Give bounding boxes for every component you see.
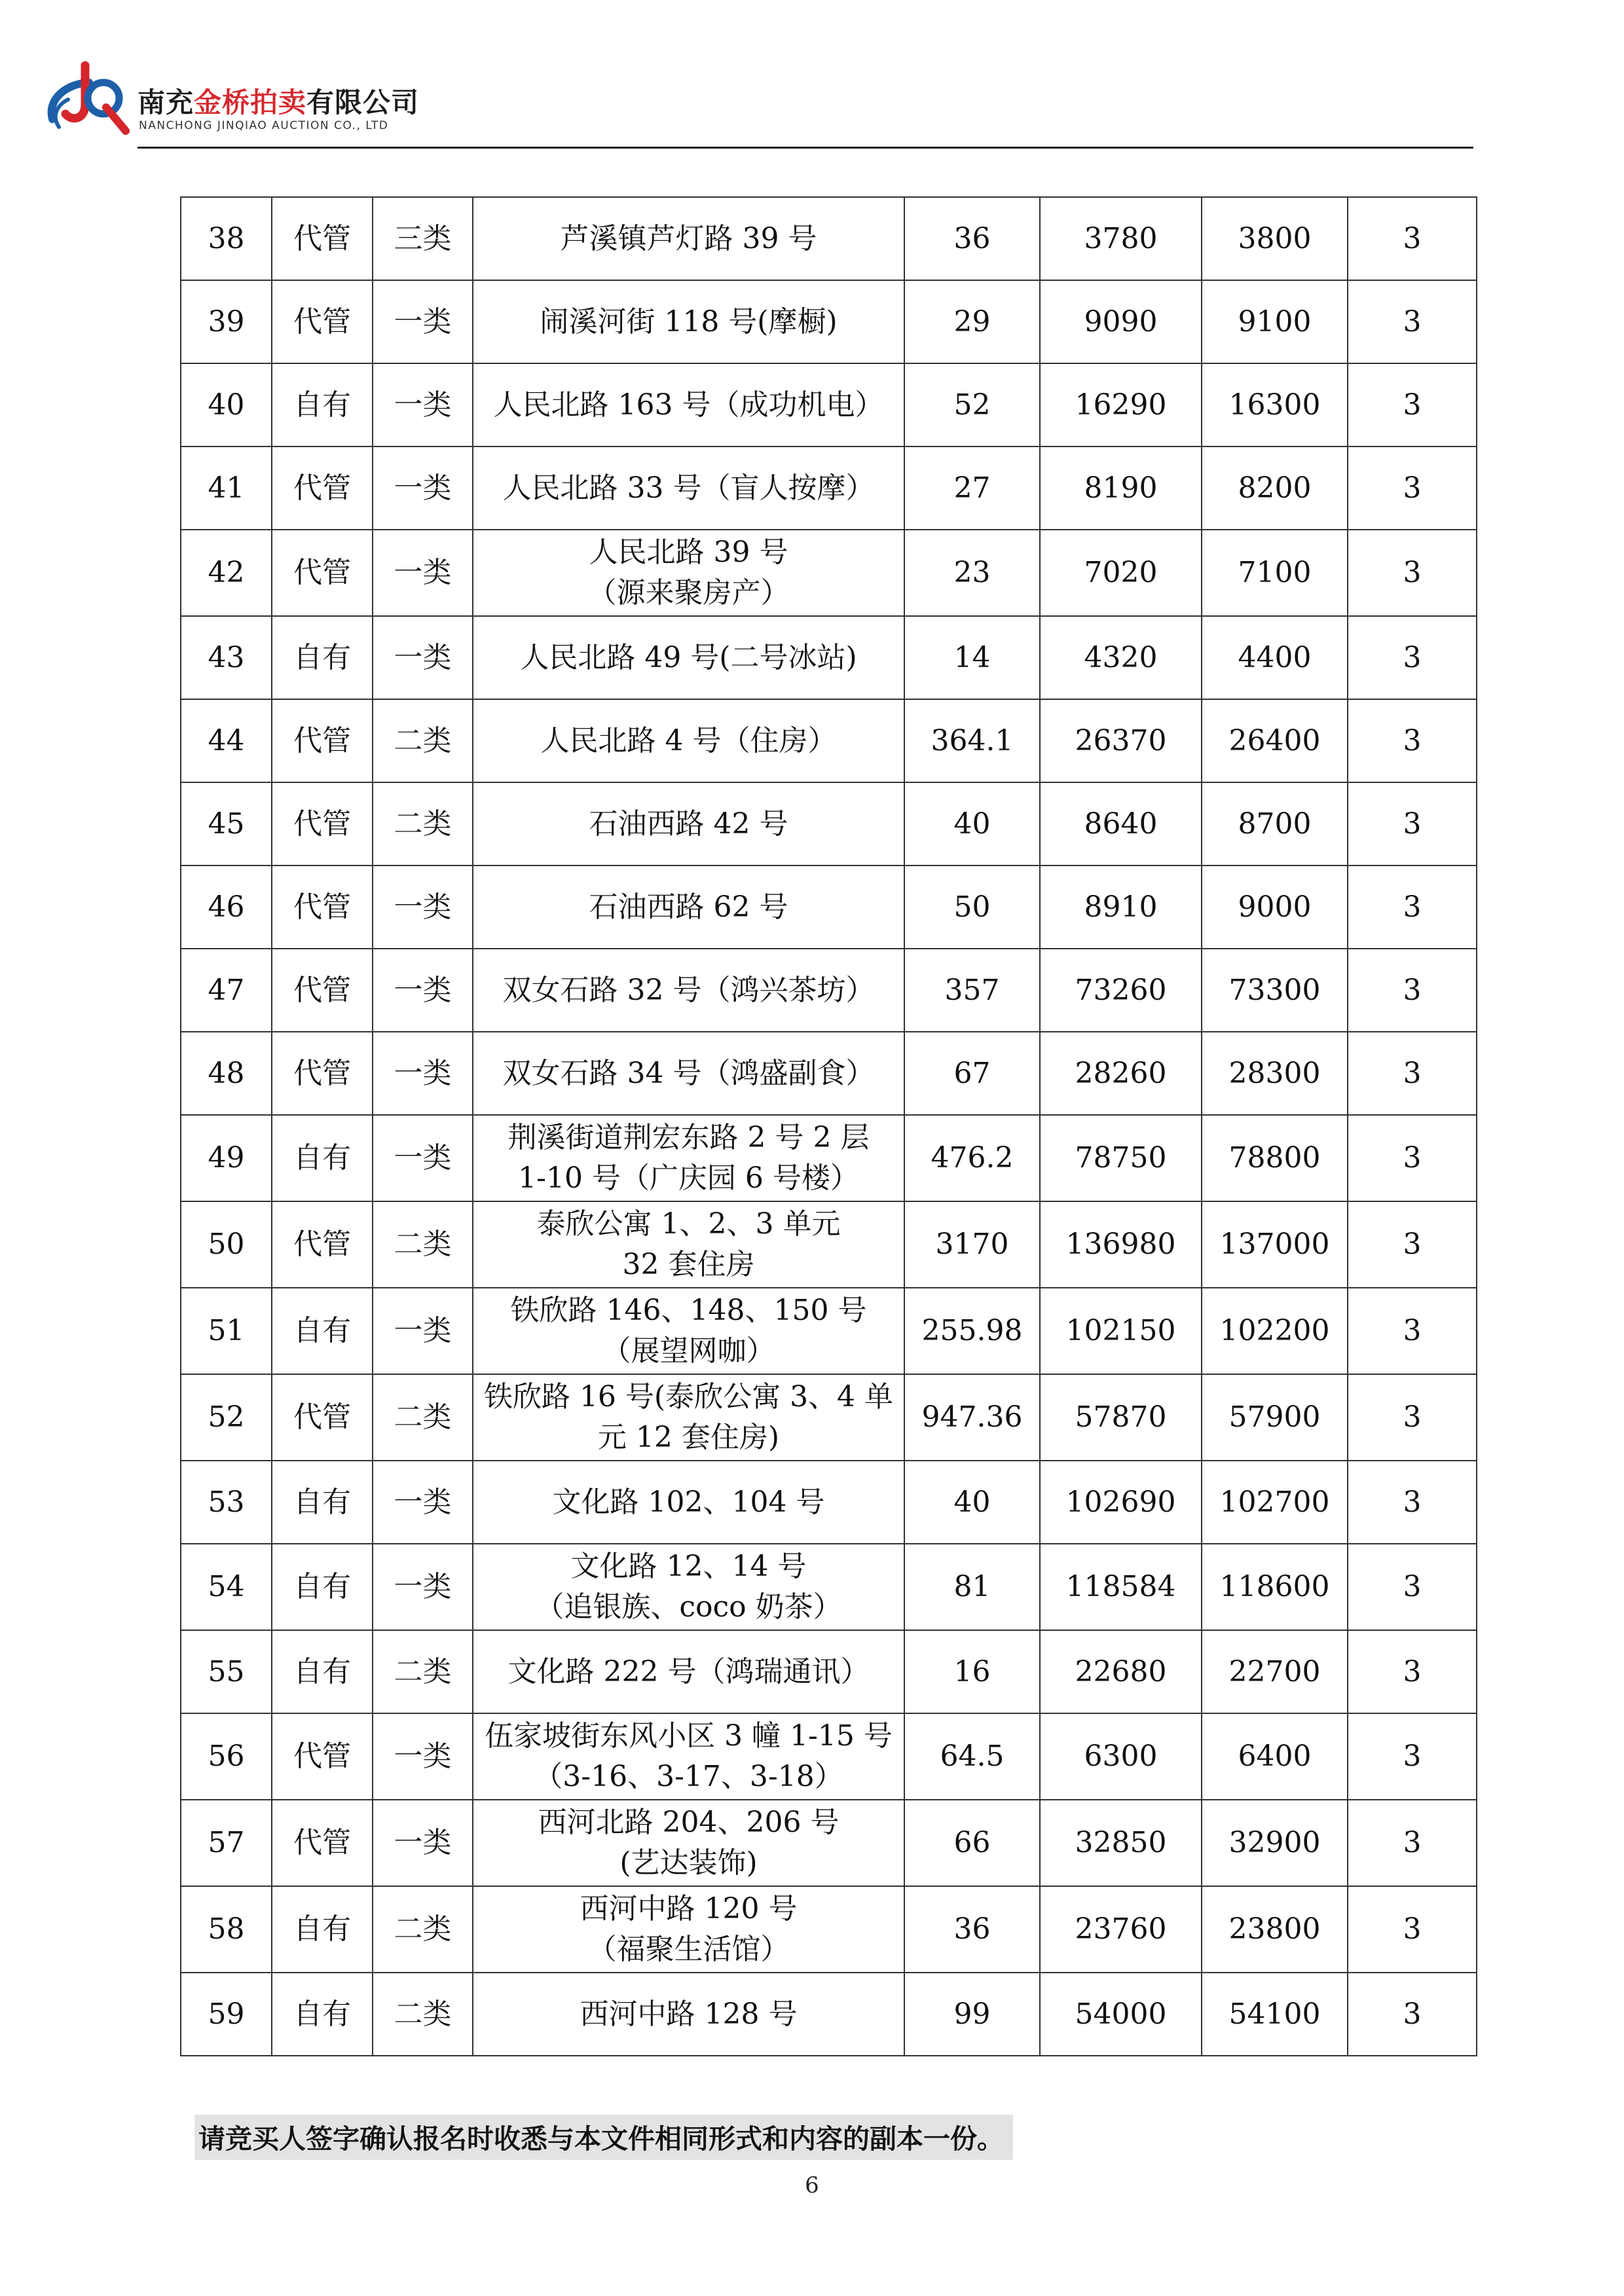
area-cell: 81 bbox=[904, 1544, 1040, 1630]
lot-number-cell: 50 bbox=[181, 1201, 272, 1288]
address-cell: 铁欣路 16 号(泰欣公寓 3、4 单 元 12 套住房) bbox=[473, 1374, 904, 1461]
category-cell: 二类 bbox=[373, 1886, 473, 1973]
area-cell: 36 bbox=[904, 197, 1040, 280]
lot-number-cell: 55 bbox=[181, 1630, 272, 1713]
price-cell: 28260 bbox=[1040, 1032, 1202, 1115]
page-header bbox=[46, 59, 1428, 151]
ownership-cell: 代管 bbox=[272, 446, 373, 530]
area-cell: 27 bbox=[904, 446, 1040, 530]
ownership-cell: 代管 bbox=[272, 197, 373, 280]
price-cell: 32850 bbox=[1040, 1800, 1202, 1886]
table-row bbox=[181, 1973, 1477, 2056]
term-cell: 3 bbox=[1348, 197, 1477, 280]
term-cell: 3 bbox=[1348, 616, 1477, 699]
price-cell: 8190 bbox=[1040, 446, 1202, 530]
table-row bbox=[181, 1630, 1477, 1713]
category-cell: 二类 bbox=[373, 1973, 473, 2056]
table-row bbox=[181, 1374, 1477, 1461]
price-cell: 26370 bbox=[1040, 699, 1202, 782]
price-cell: 16290 bbox=[1040, 363, 1202, 446]
price-cell: 23760 bbox=[1040, 1886, 1202, 1973]
ownership-cell: 代管 bbox=[272, 1713, 373, 1800]
term-cell: 3 bbox=[1348, 280, 1477, 363]
address-cell: 石油西路 42 号 bbox=[473, 782, 904, 866]
company-name-cn: 南充金桥拍卖有限公司 bbox=[138, 86, 420, 118]
ownership-cell: 代管 bbox=[272, 782, 373, 866]
term-cell: 3 bbox=[1348, 1713, 1477, 1800]
term-cell: 3 bbox=[1348, 363, 1477, 446]
category-cell: 一类 bbox=[373, 446, 473, 530]
auction-lot-table bbox=[180, 196, 1477, 2056]
table-row bbox=[181, 1713, 1477, 1800]
price-cell: 8910 bbox=[1040, 866, 1202, 949]
table-row bbox=[181, 616, 1477, 699]
table-row bbox=[181, 1115, 1477, 1201]
ownership-cell: 自有 bbox=[272, 1288, 373, 1374]
ownership-cell: 代管 bbox=[272, 1032, 373, 1115]
category-cell: 一类 bbox=[373, 949, 473, 1032]
term-cell: 3 bbox=[1348, 1115, 1477, 1201]
lot-number-cell: 59 bbox=[181, 1973, 272, 2056]
term-cell: 3 bbox=[1348, 1886, 1477, 1973]
address-cell: 人民北路 39 号 （源来聚房产） bbox=[473, 530, 904, 616]
jq-logo-icon bbox=[46, 59, 138, 144]
ownership-cell: 代管 bbox=[272, 949, 373, 1032]
term-cell: 3 bbox=[1348, 446, 1477, 530]
address-cell: 人民北路 163 号（成功机电） bbox=[473, 363, 904, 446]
term-cell: 3 bbox=[1348, 1288, 1477, 1374]
start-price-cell: 57900 bbox=[1202, 1374, 1348, 1461]
ownership-cell: 代管 bbox=[272, 530, 373, 616]
start-price-cell: 9000 bbox=[1202, 866, 1348, 949]
address-cell: 文化路 222 号（鸿瑞通讯） bbox=[473, 1630, 904, 1713]
term-cell: 3 bbox=[1348, 1630, 1477, 1713]
table-row bbox=[181, 949, 1477, 1032]
table-body bbox=[181, 197, 1477, 2056]
area-cell: 3170 bbox=[904, 1201, 1040, 1288]
ownership-cell: 自有 bbox=[272, 1461, 373, 1544]
ownership-cell: 代管 bbox=[272, 866, 373, 949]
table-row bbox=[181, 446, 1477, 530]
start-price-cell: 26400 bbox=[1202, 699, 1348, 782]
start-price-cell: 23800 bbox=[1202, 1886, 1348, 1973]
table-row bbox=[181, 1800, 1477, 1886]
start-price-cell: 32900 bbox=[1202, 1800, 1348, 1886]
term-cell: 3 bbox=[1348, 1374, 1477, 1461]
start-price-cell: 118600 bbox=[1202, 1544, 1348, 1630]
price-cell: 3780 bbox=[1040, 197, 1202, 280]
price-cell: 4320 bbox=[1040, 616, 1202, 699]
area-cell: 947.36 bbox=[904, 1374, 1040, 1461]
term-cell: 3 bbox=[1348, 782, 1477, 866]
table-row bbox=[181, 1886, 1477, 1973]
category-cell: 一类 bbox=[373, 280, 473, 363]
term-cell: 3 bbox=[1348, 1800, 1477, 1886]
area-cell: 14 bbox=[904, 616, 1040, 699]
ownership-cell: 自有 bbox=[272, 363, 373, 446]
area-cell: 364.1 bbox=[904, 699, 1040, 782]
category-cell: 一类 bbox=[373, 1544, 473, 1630]
start-price-cell: 102700 bbox=[1202, 1461, 1348, 1544]
ownership-cell: 自有 bbox=[272, 1973, 373, 2056]
price-cell: 102150 bbox=[1040, 1288, 1202, 1374]
ownership-cell: 自有 bbox=[272, 1544, 373, 1630]
start-price-cell: 102200 bbox=[1202, 1288, 1348, 1374]
start-price-cell: 7100 bbox=[1202, 530, 1348, 616]
term-cell: 3 bbox=[1348, 866, 1477, 949]
address-cell: 闹溪河街 118 号(摩橱) bbox=[473, 280, 904, 363]
table-row bbox=[181, 782, 1477, 866]
start-price-cell: 8200 bbox=[1202, 446, 1348, 530]
term-cell: 3 bbox=[1348, 1201, 1477, 1288]
start-price-cell: 4400 bbox=[1202, 616, 1348, 699]
start-price-cell: 9100 bbox=[1202, 280, 1348, 363]
price-cell: 9090 bbox=[1040, 280, 1202, 363]
table-row bbox=[181, 699, 1477, 782]
lot-number-cell: 57 bbox=[181, 1800, 272, 1886]
category-cell: 一类 bbox=[373, 616, 473, 699]
term-cell: 3 bbox=[1348, 699, 1477, 782]
area-cell: 52 bbox=[904, 363, 1040, 446]
price-cell: 22680 bbox=[1040, 1630, 1202, 1713]
price-cell: 73260 bbox=[1040, 949, 1202, 1032]
table-row bbox=[181, 866, 1477, 949]
lot-number-cell: 52 bbox=[181, 1374, 272, 1461]
category-cell: 二类 bbox=[373, 699, 473, 782]
table-row bbox=[181, 363, 1477, 446]
lot-number-cell: 46 bbox=[181, 866, 272, 949]
table-row bbox=[181, 197, 1477, 280]
category-cell: 一类 bbox=[373, 1800, 473, 1886]
category-cell: 一类 bbox=[373, 1713, 473, 1800]
ownership-cell: 自有 bbox=[272, 1630, 373, 1713]
lot-number-cell: 41 bbox=[181, 446, 272, 530]
start-price-cell: 54100 bbox=[1202, 1973, 1348, 2056]
start-price-cell: 16300 bbox=[1202, 363, 1348, 446]
category-cell: 一类 bbox=[373, 363, 473, 446]
category-cell: 一类 bbox=[373, 866, 473, 949]
address-cell: 西河中路 120 号 （福聚生活馆） bbox=[473, 1886, 904, 1973]
area-cell: 67 bbox=[904, 1032, 1040, 1115]
lot-number-cell: 53 bbox=[181, 1461, 272, 1544]
address-cell: 人民北路 4 号（住房） bbox=[473, 699, 904, 782]
term-cell: 3 bbox=[1348, 1461, 1477, 1544]
lot-number-cell: 42 bbox=[181, 530, 272, 616]
start-price-cell: 73300 bbox=[1202, 949, 1348, 1032]
lot-number-cell: 43 bbox=[181, 616, 272, 699]
category-cell: 一类 bbox=[373, 1032, 473, 1115]
area-cell: 36 bbox=[904, 1886, 1040, 1973]
start-price-cell: 22700 bbox=[1202, 1630, 1348, 1713]
area-cell: 99 bbox=[904, 1973, 1040, 2056]
address-cell: 荆溪街道荆宏东路 2 号 2 层 1-10 号（广庆园 6 号楼） bbox=[473, 1115, 904, 1201]
lot-number-cell: 45 bbox=[181, 782, 272, 866]
lot-number-cell: 38 bbox=[181, 197, 272, 280]
lot-number-cell: 54 bbox=[181, 1544, 272, 1630]
address-cell: 西河中路 128 号 bbox=[473, 1973, 904, 2056]
lot-number-cell: 40 bbox=[181, 363, 272, 446]
start-price-cell: 6400 bbox=[1202, 1713, 1348, 1800]
area-cell: 50 bbox=[904, 866, 1040, 949]
price-cell: 8640 bbox=[1040, 782, 1202, 866]
price-cell: 78750 bbox=[1040, 1115, 1202, 1201]
area-cell: 23 bbox=[904, 530, 1040, 616]
lot-number-cell: 39 bbox=[181, 280, 272, 363]
lot-number-cell: 49 bbox=[181, 1115, 272, 1201]
table-row bbox=[181, 1461, 1477, 1544]
address-cell: 双女石路 32 号（鸿兴茶坊） bbox=[473, 949, 904, 1032]
table-row bbox=[181, 1288, 1477, 1374]
price-cell: 136980 bbox=[1040, 1201, 1202, 1288]
lot-number-cell: 48 bbox=[181, 1032, 272, 1115]
ownership-cell: 代管 bbox=[272, 1201, 373, 1288]
ownership-cell: 代管 bbox=[272, 1374, 373, 1461]
header-divider bbox=[138, 147, 1473, 149]
table-row bbox=[181, 530, 1477, 616]
term-cell: 3 bbox=[1348, 1544, 1477, 1630]
address-cell: 石油西路 62 号 bbox=[473, 866, 904, 949]
category-cell: 一类 bbox=[373, 1461, 473, 1544]
table-row bbox=[181, 1201, 1477, 1288]
price-cell: 7020 bbox=[1040, 530, 1202, 616]
address-cell: 芦溪镇芦灯路 39 号 bbox=[473, 197, 904, 280]
category-cell: 二类 bbox=[373, 1374, 473, 1461]
page-number: 6 bbox=[805, 2172, 819, 2198]
lot-number-cell: 51 bbox=[181, 1288, 272, 1374]
start-price-cell: 28300 bbox=[1202, 1032, 1348, 1115]
address-cell: 伍家坡街东风小区 3 幢 1-15 号 （3-16、3-17、3-18） bbox=[473, 1713, 904, 1800]
price-cell: 118584 bbox=[1040, 1544, 1202, 1630]
address-cell: 铁欣路 146、148、150 号 （展望网咖） bbox=[473, 1288, 904, 1374]
area-cell: 40 bbox=[904, 782, 1040, 866]
category-cell: 一类 bbox=[373, 530, 473, 616]
area-cell: 255.98 bbox=[904, 1288, 1040, 1374]
address-cell: 西河北路 204、206 号 (艺达装饰) bbox=[473, 1800, 904, 1886]
lot-number-cell: 56 bbox=[181, 1713, 272, 1800]
lot-number-cell: 44 bbox=[181, 699, 272, 782]
term-cell: 3 bbox=[1348, 1032, 1477, 1115]
address-cell: 文化路 102、104 号 bbox=[473, 1461, 904, 1544]
table-row bbox=[181, 280, 1477, 363]
price-cell: 6300 bbox=[1040, 1713, 1202, 1800]
area-cell: 40 bbox=[904, 1461, 1040, 1544]
ownership-cell: 自有 bbox=[272, 616, 373, 699]
start-price-cell: 8700 bbox=[1202, 782, 1348, 866]
term-cell: 3 bbox=[1348, 1973, 1477, 2056]
address-cell: 人民北路 49 号(二号冰站) bbox=[473, 616, 904, 699]
area-cell: 476.2 bbox=[904, 1115, 1040, 1201]
category-cell: 一类 bbox=[373, 1288, 473, 1374]
price-cell: 54000 bbox=[1040, 1973, 1202, 2056]
start-price-cell: 137000 bbox=[1202, 1201, 1348, 1288]
category-cell: 二类 bbox=[373, 1630, 473, 1713]
category-cell: 三类 bbox=[373, 197, 473, 280]
area-cell: 357 bbox=[904, 949, 1040, 1032]
term-cell: 3 bbox=[1348, 949, 1477, 1032]
category-cell: 二类 bbox=[373, 782, 473, 866]
address-cell: 双女石路 34 号（鸿盛副食） bbox=[473, 1032, 904, 1115]
ownership-cell: 自有 bbox=[272, 1115, 373, 1201]
start-price-cell: 78800 bbox=[1202, 1115, 1348, 1201]
ownership-cell: 代管 bbox=[272, 280, 373, 363]
table-row bbox=[181, 1032, 1477, 1115]
company-name-en: NANCHONG JINQIAO AUCTION CO., LTD bbox=[139, 119, 389, 132]
category-cell: 一类 bbox=[373, 1115, 473, 1201]
area-cell: 29 bbox=[904, 280, 1040, 363]
ownership-cell: 自有 bbox=[272, 1886, 373, 1973]
address-cell: 人民北路 33 号（盲人按摩） bbox=[473, 446, 904, 530]
lot-number-cell: 58 bbox=[181, 1886, 272, 1973]
area-cell: 66 bbox=[904, 1800, 1040, 1886]
category-cell: 二类 bbox=[373, 1201, 473, 1288]
footer-note: 请竞买人签字确认报名时收悉与本文件相同形式和内容的副本一份。 bbox=[194, 2115, 1013, 2160]
ownership-cell: 代管 bbox=[272, 1800, 373, 1886]
term-cell: 3 bbox=[1348, 530, 1477, 616]
price-cell: 102690 bbox=[1040, 1461, 1202, 1544]
price-cell: 57870 bbox=[1040, 1374, 1202, 1461]
area-cell: 16 bbox=[904, 1630, 1040, 1713]
address-cell: 文化路 12、14 号 （追银族、coco 奶茶） bbox=[473, 1544, 904, 1630]
start-price-cell: 3800 bbox=[1202, 197, 1348, 280]
address-cell: 泰欣公寓 1、2、3 单元 32 套住房 bbox=[473, 1201, 904, 1288]
area-cell: 64.5 bbox=[904, 1713, 1040, 1800]
lot-number-cell: 47 bbox=[181, 949, 272, 1032]
ownership-cell: 代管 bbox=[272, 699, 373, 782]
table-row bbox=[181, 1544, 1477, 1630]
